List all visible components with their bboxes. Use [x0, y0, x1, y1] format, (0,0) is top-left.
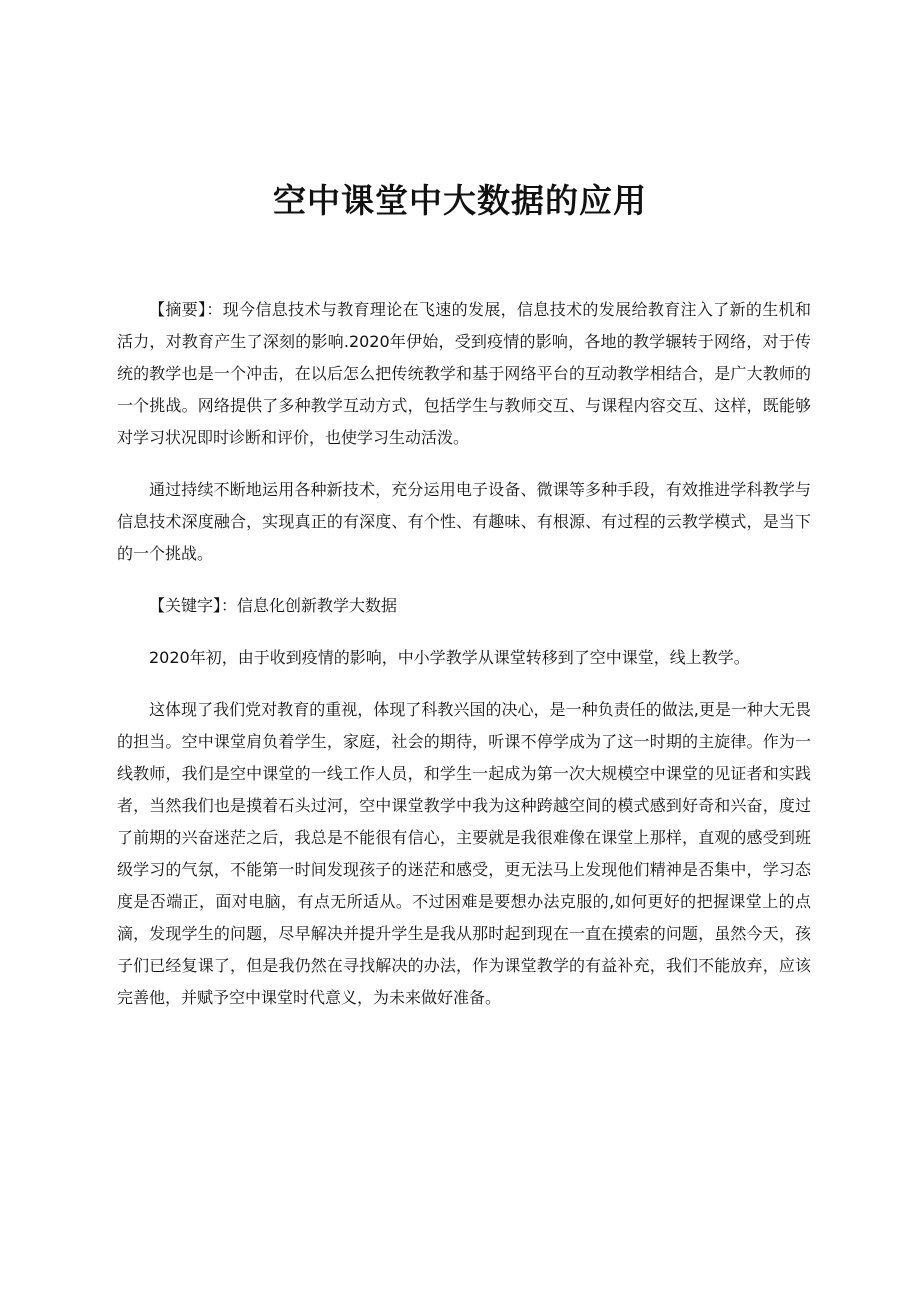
abstract-paragraph [117, 294, 811, 454]
abstract-text: 现今信息技术与教育理论在飞速的发展，信息技术的发展给教育注入了新的生机和活力，对教育产生了深刻的影响.2020年伊始，受到疫情的影响，各地的教学辗转于网络，对于传统的教学也是一个冲击，在以后怎么把传统教学和基于网络平台的互动教学相结合，是广大教师的一个挑战。网络提供了多种教学互动方式，包括学生与教师交互、与课程内容交互、这样，既能够对学习状况即时诊断和评价，也使学习生动活泼。 [117, 300, 811, 447]
paragraph-reflection: 这体现了我们党对教育的重视，体现了科教兴国的决心，是一种负责任的做法,更是一种大无畏的担当。空中课堂肩负着学生，家庭，社会的期待，听课不停学成为了这一时期的主旋律。作为一线教师，我们是空中课堂的一线工作人员，和学生一起成为第一次大规模空中课堂的见证者和实践者，当然我们也是摸着石头过河，空中课堂教学中我为这种跨越空间的模式感到好奇和兴奋，度过了前期的兴奋迷茫之后，我总是不能很有信心，主要就是我很难像在课堂上那样，直观的感受到班级学习的气氛，不能第一时间发现孩子的迷茫和感受，更无法马上发现他们精神是否集中，学习态度是否端正，面对电脑，有点无所适从。不过困难是要想办法克服的,如何更好的把握课堂上的点滴，发现学生的问题，尽早解决并提升学生是我从那时起到现在一直在摸索的问题，虽然今天，孩子们已经复课了，但是我仍然在寻找解决的办法，作为课堂教学的有益补充，我们不能放弃，应该完善他，并赋予空中课堂时代意义，为未来做好准备。 [117, 700, 811, 1007]
keywords-text: 信息化创新教学大数据 [237, 596, 398, 615]
keywords-label: 【关键字】： [149, 596, 238, 615]
paragraph-technology-integration: 通过持续不断地运用各种新技术，充分运用电子设备、微课等多种手段，有效推进学科教学与信息技术深度融合，实现真正的有深度、有个性、有趣味、有根源、有过程的云教学模式，是当下的一个挑战。 [117, 480, 811, 563]
document-title: 空中课堂中大数据的应用 [273, 181, 647, 221]
paragraph-online-teaching-start: 2020年初，由于收到疫情的影响，中小学教学从课堂转移到了空中课堂，线上教学。 [149, 648, 750, 667]
abstract-label: 【摘要】： [149, 300, 223, 319]
document-body [117, 294, 811, 1014]
keywords-paragraph [117, 590, 811, 622]
